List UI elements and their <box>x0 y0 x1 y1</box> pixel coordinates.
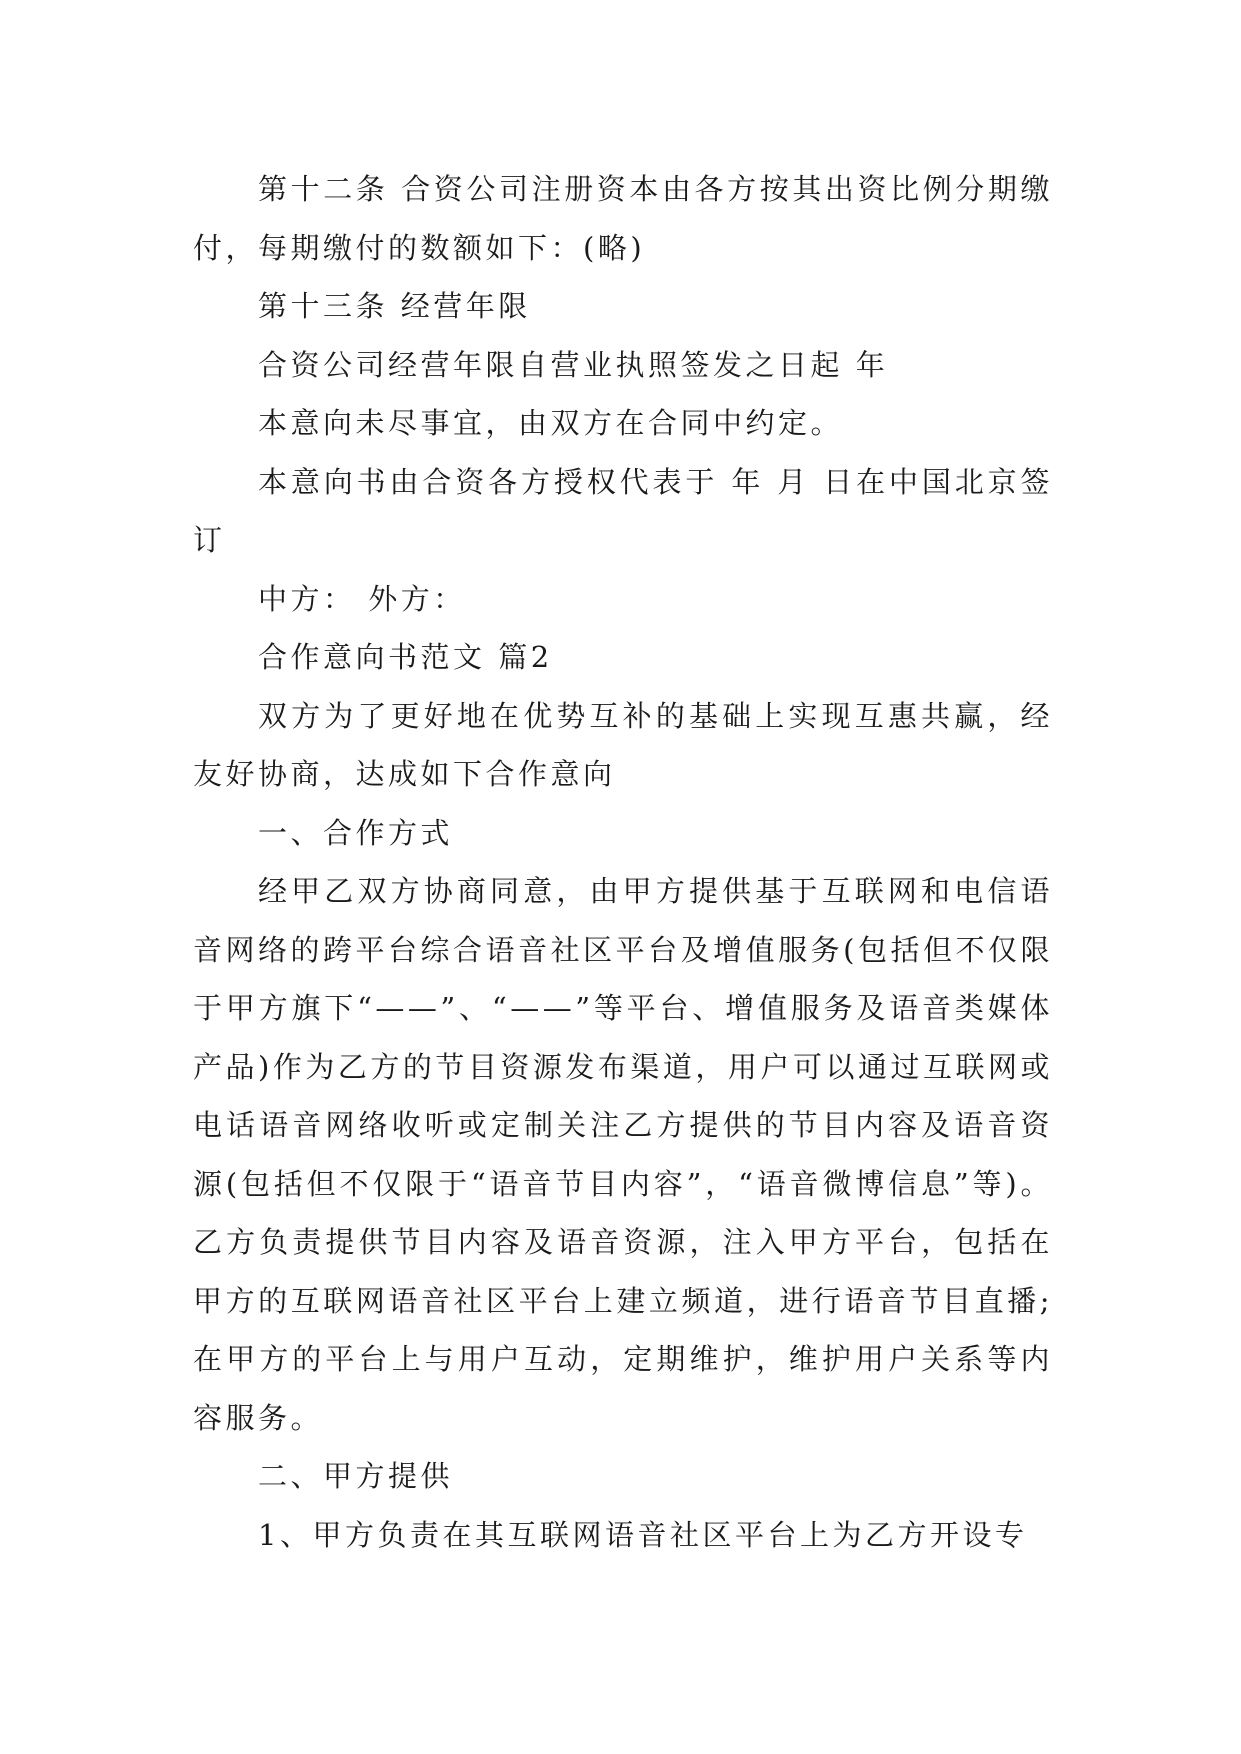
paragraph-operating-term: 合资公司经营年限自营业执照签发之日起 年 <box>258 347 889 382</box>
document-body <box>193 160 1053 1564</box>
paragraph-parties: 中方： 外方： <box>258 581 466 616</box>
paragraph-cooperation-details: 经甲乙双方协商同意，由甲方提供基于互联网和电信语音网络的跨平台综合语音社区平台及增值服务(包括但不仅限于甲方旗下“——”、“——”等平台、增值服务及语音类媒体产品)作为乙方的节目资源发布渠道，用户可以通过互联网或电话语音网络收听或定制关注乙方提供的节目内容及语音资源(包括但不仅限于“语音节目内容”，“语音微博信息”等)。乙方负责提供节目内容及语音资源，注入甲方平台，包括在甲方的互联网语音社区平台上建立频道，进行语音节目直播;在甲方的平台上与用户互动，定期维护，维护用户关系等内容服务。 <box>193 874 1053 1435</box>
section-title-template-2: 合作意向书范文 篇2 <box>258 640 553 674</box>
heading-cooperation-method: 一、合作方式 <box>258 815 454 850</box>
paragraph-unresolved-matters: 本意向未尽事宜，由双方在合同中约定。 <box>258 406 844 440</box>
heading-party-a-provides: 二、甲方提供 <box>258 1459 454 1493</box>
paragraph-signing: 本意向书由合资各方授权代表于 年 月 日在中国北京签订 <box>193 464 1053 557</box>
paragraph-article-13-heading: 第十三条 经营年限 <box>258 289 531 323</box>
paragraph-intro: 双方为了更好地在优势互补的基础上实现互惠共赢，经友好协商，达成如下合作意向 <box>193 698 1053 791</box>
paragraph-article-12: 第十二条 合资公司注册资本由各方按其出资比例分期缴付，每期缴付的数额如下：(略) <box>193 172 1053 265</box>
paragraph-party-a-item-1: 1、甲方负责在其互联网语音社区平台上为乙方开设专 <box>258 1517 1028 1552</box>
